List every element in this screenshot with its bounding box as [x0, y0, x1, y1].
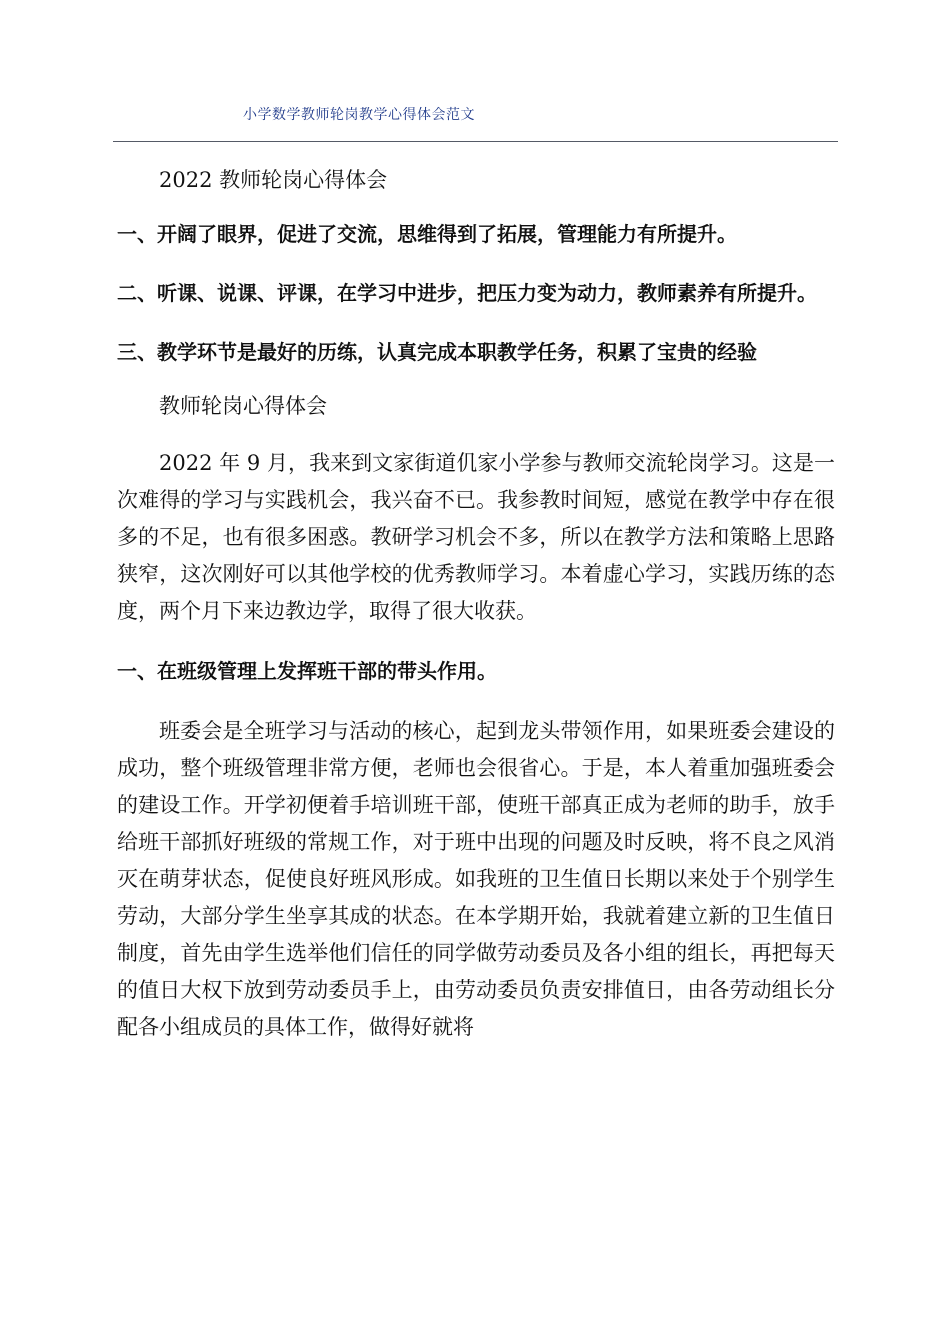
header-title: 小学数学教师轮岗教学心得体会范文 — [243, 107, 475, 123]
subtitle-1: 2022 教师轮岗心得体会 — [159, 168, 388, 192]
point-2: 二、听课、说课、评课，在学习中进步，把压力变为动力，教师素养有所提升。 — [117, 281, 817, 305]
paragraph-2: 班委会是全班学习与活动的核心，起到龙头带领作用，如果班委会建设的成功，整个班级管理非常方便，老师也会很省心。于是，本人着重加强班委会的建设工作。开学初便着手培训班干部，使班干部真正成为老师的助手，放手给班干部抓好班级的常规工作，对于班中出现的问题及时反映，将不良之风消灭在萌芽状态，促使良好班风形成。如我班的卫生值日长期以来处于个别学生劳动，大部分学生坐享其成的状态。在本学期开始，我就着建立新的卫生值日制度，首先由学生选举他们信任的同学做劳动委员及各小组的组长，再把每天的值日大权下放到劳动委员手上，由劳动委员负责安排值日，由各劳动组长分配各小组成员的具体工作，做得好就将 — [117, 719, 835, 1039]
header-divider — [113, 141, 838, 142]
point-1: 一、开阔了眼界，促进了交流，思维得到了拓展，管理能力有所提升。 — [117, 222, 737, 246]
section-heading-1: 一、在班级管理上发挥班干部的带头作用。 — [117, 659, 497, 683]
point-3: 三、教学环节是最好的历练，认真完成本职教学任务，积累了宝贵的经验 — [117, 340, 757, 364]
paragraph-1: 2022 年 9 月，我来到文家街道仉家小学参与教师交流轮岗学习。这是一次难得的学习与实践机会，我兴奋不已。我参教时间短，感觉在教学中存在很多的不足，也有很多困惑。教研学习机会不多，所以在教学方法和策略上思路狭窄，这次刚好可以其他学校的优秀教师学习。本着虚心学习，实践历练的态度，两个月下来边教边学，取得了很大收获。 — [117, 451, 835, 623]
document-body — [117, 162, 835, 1046]
subtitle-2: 教师轮岗心得体会 — [159, 394, 327, 418]
